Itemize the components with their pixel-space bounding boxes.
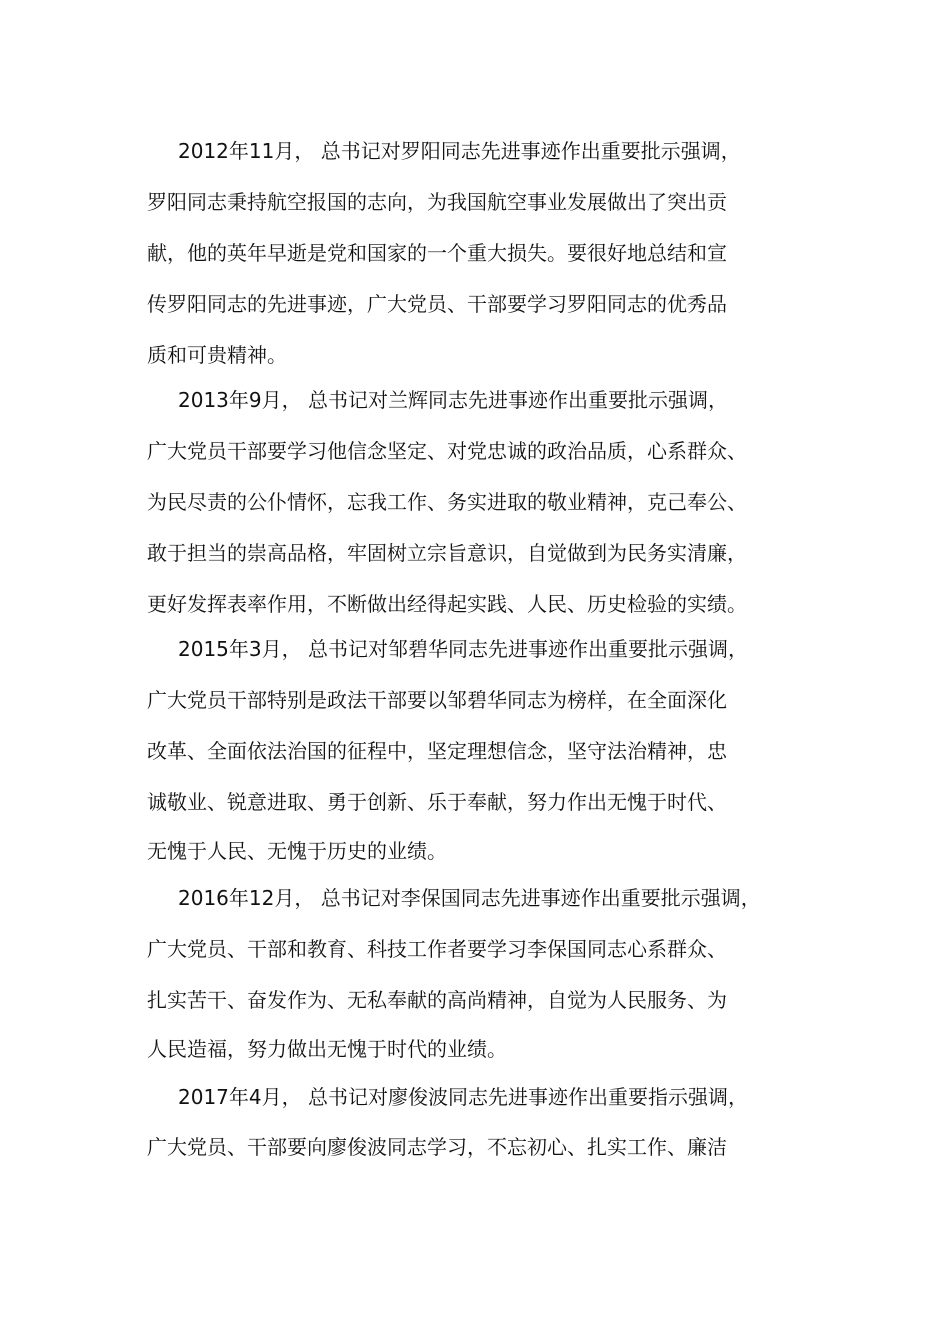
text-line: 质和可贵精神。: [147, 343, 287, 367]
text-line: 2015年3月， 总书记对邹碧华同志先进事迹作出重要批示强调，: [178, 637, 748, 661]
text-line: 2016年12月， 总书记对李保国同志先进事迹作出重要批示强调，: [178, 886, 761, 910]
text-line: 改革、全面依法治国的征程中，坚定理想信念，坚守法治精神，忠: [147, 739, 727, 763]
text-line: 广大党员、干部和教育、科技工作者要学习李保国同志心系群众、: [147, 937, 727, 961]
text-line: 罗阳同志秉持航空报国的志向，为我国航空事业发展做出了突出贡: [147, 190, 727, 214]
text-line: 广大党员干部要学习他信念坚定、对党忠诚的政治品质，心系群众、: [147, 439, 747, 463]
text-line: 2012年11月， 总书记对罗阳同志先进事迹作出重要批示强调，: [178, 139, 741, 163]
text-line: 为民尽责的公仆情怀，忘我工作、务实进取的敬业精神，克己奉公、: [147, 490, 747, 514]
text-line: 2017年4月， 总书记对廖俊波同志先进事迹作出重要指示强调，: [178, 1085, 748, 1109]
text-line: 广大党员、干部要向廖俊波同志学习，不忘初心、扎实工作、廉洁: [147, 1135, 727, 1159]
text-line: 献，他的英年早逝是党和国家的一个重大损失。要很好地总结和宣: [147, 241, 727, 265]
text-line: 人民造福，努力做出无愧于时代的业绩。: [147, 1037, 507, 1061]
text-line: 扎实苦干、奋发作为、无私奉献的高尚精神，自觉为人民服务、为: [147, 988, 727, 1012]
text-line: 更好发挥表率作用，不断做出经得起实践、人民、历史检验的实绩。: [147, 592, 747, 616]
text-line: 无愧于人民、无愧于历史的业绩。: [147, 839, 447, 863]
text-line: 广大党员干部特别是政法干部要以邹碧华同志为榜样，在全面深化: [147, 688, 727, 712]
text-line: 2013年9月， 总书记对兰辉同志先进事迹作出重要批示强调，: [178, 388, 728, 412]
text-line: 敢于担当的崇高品格，牢固树立宗旨意识，自觉做到为民务实清廉，: [147, 541, 747, 565]
text-line: 传罗阳同志的先进事迹，广大党员、干部要学习罗阳同志的优秀品: [147, 292, 727, 316]
text-line: 诚敬业、锐意进取、勇于创新、乐于奉献，努力作出无愧于时代、: [147, 790, 727, 814]
